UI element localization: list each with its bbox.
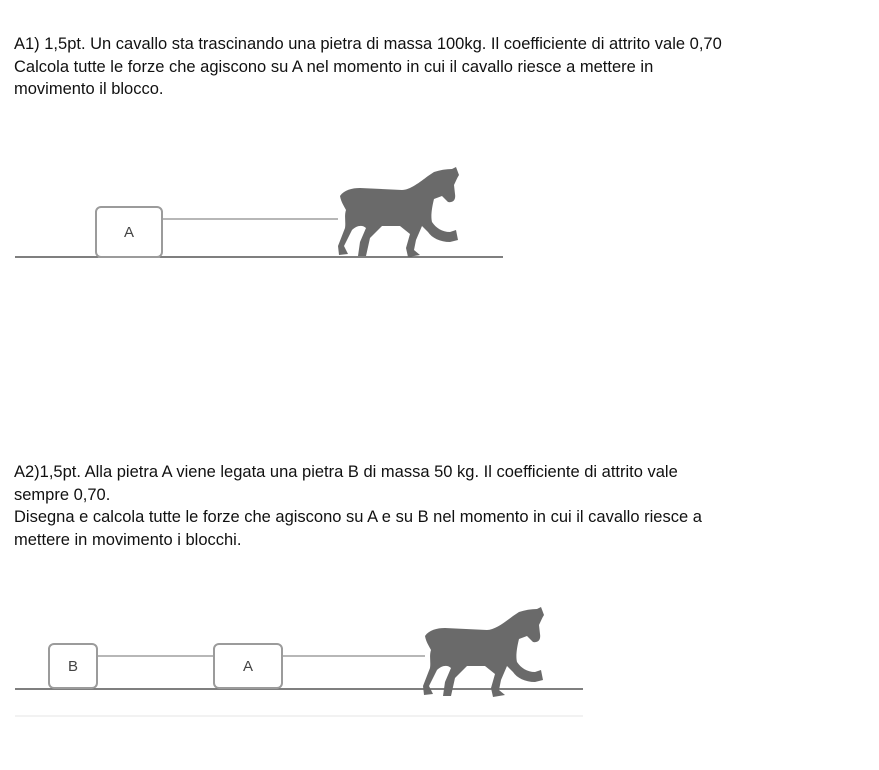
- problem-a1-line-2: Calcola tutte le forze che agiscono su A nel momento in cui il cavallo riesce a mettere in: [14, 57, 654, 76]
- stone-block-a: A: [213, 643, 283, 689]
- horse-icon: [423, 607, 544, 697]
- stone-block-b: B: [48, 643, 98, 689]
- stone-block-a: A: [95, 206, 163, 258]
- problem-a1-line-3: movimento il blocco.: [14, 80, 164, 98]
- horse-icon: [338, 167, 459, 257]
- problem-a2-line-4: mettere in movimento i blocchi.: [14, 530, 242, 549]
- problem-a2-line-2: sempre 0,70.: [14, 485, 111, 504]
- figure-a2: [15, 607, 583, 716]
- figure-a1: [15, 167, 503, 257]
- problem-a2-line-1: A2)1,5pt. Alla pietra A viene legata una pietra B di massa 50 kg. Il coefficiente di attrito vale: [14, 463, 678, 481]
- problem-a2-text: [14, 461, 864, 551]
- problem-a1-text: [14, 33, 864, 101]
- problem-a1-line-1: A1) 1,5pt. Un cavallo sta trascinando una pietra di massa 100kg. Il coefficiente di attrito vale 0,70: [14, 35, 722, 53]
- problem-a2-line-3: Disegna e calcola tutte le forze che agiscono su A e su B nel momento in cui il cavallo riesce a: [14, 508, 702, 526]
